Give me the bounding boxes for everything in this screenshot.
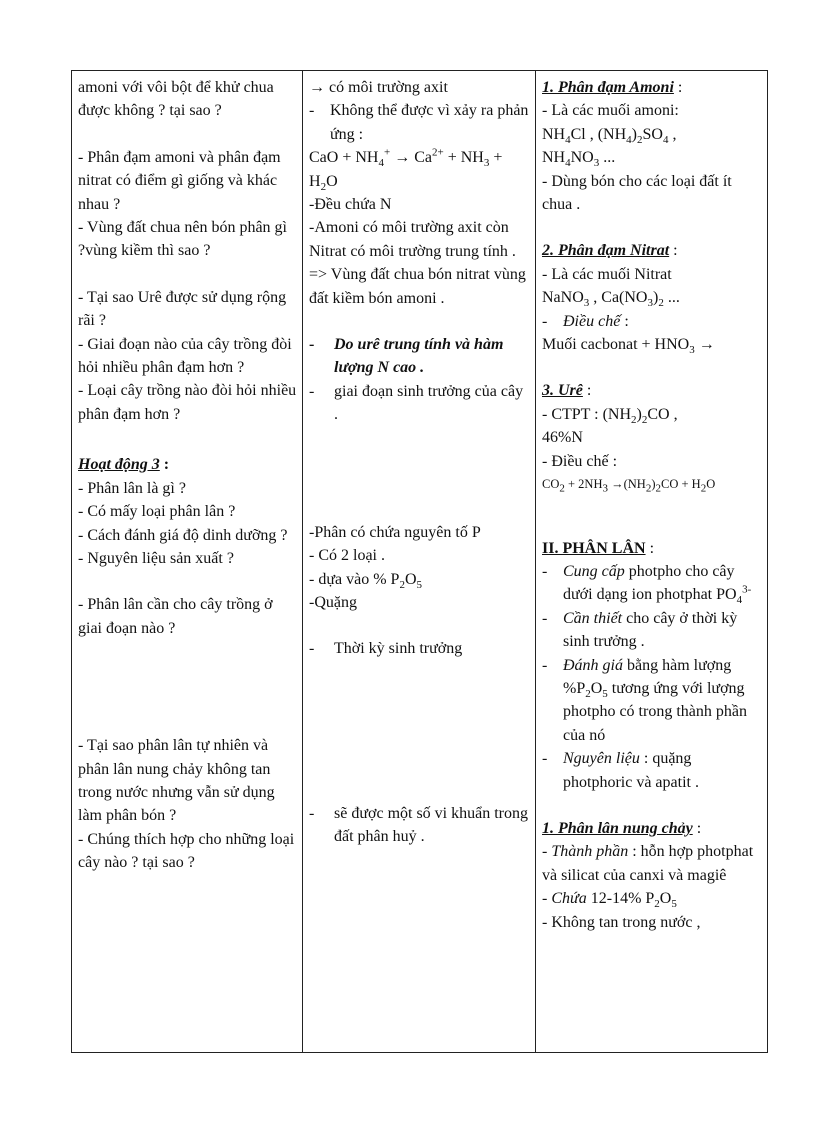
answer-text: - dựa vào % $P_2O_5$ (309, 570, 422, 591)
question-text: - Chúng thích hợp cho những loại cây nào ? tại sao ? (78, 830, 295, 872)
question-text: - Phân lân cần cho cây trồng ở giai đoạn nào ? (78, 596, 273, 637)
content-text: - Là các muối Nitrat (542, 265, 672, 283)
formula: $NH_4NO_3$ ... (542, 149, 616, 170)
content-text: - Điều chế : (542, 452, 618, 470)
activity-title: Hoạt động 3 (78, 456, 160, 474)
section-heading: 3. Urê : (542, 382, 592, 400)
question-text: - Cách đánh giá độ dinh dưỡng ? (78, 526, 288, 544)
answer-text: -Amoni có môi trường axit còn Nitrat có môi trường trung tính . (309, 219, 516, 260)
lesson-table (71, 70, 768, 1053)
content-text: 46%N (542, 429, 583, 447)
equation: $CO_2 + 2NH_3 \to(NH_2)_2CO + H_2O$ (542, 477, 716, 495)
content-text: - Chứa 12-14% $P_2O_5$ (542, 890, 677, 911)
question-text: - Giai đoạn nào của cây trồng đòi hỏi nhiều phân đạm hơn ? (78, 335, 292, 377)
question-text: - Nguyên liệu sản xuất ? (78, 549, 234, 567)
answer-text: => Vùng đất chua bón nitrat vùng đất kiềm bón amoni . (309, 266, 526, 307)
answer-text: - Do urê trung tính và hàm lượng N cao . (309, 336, 504, 377)
answer-text: - sẽ được một số vi khuẩn trong đất phân huỷ . (309, 804, 528, 846)
question-text: - Tại sao phân lân tự nhiên và phân lân nung chảy không tan trong nước nhưng vẫn sử dụng làm phân bón ? (78, 737, 275, 825)
table-row (72, 71, 768, 1053)
question-text: - Phân lân là gì ? (78, 479, 186, 497)
answer-text: - giai đoạn sinh trưởng của cây . (309, 382, 524, 424)
content-text: - Không tan trong nước , (542, 913, 701, 931)
answer-text: → có môi trường axit (309, 79, 448, 96)
content-text: - Nguyên liệu : quặng photphoric và apatit . (542, 750, 699, 791)
activity-colon: : (159, 456, 170, 474)
question-text: - Có mấy loại phân lân ? (78, 503, 236, 521)
question-text: amoni với vôi bột để khử chua được không ? tại sao ? (78, 79, 274, 120)
questions-column (72, 71, 303, 1053)
content-text: - Thành phần : hỗn hợp photphat và silicat của canxi và magiê (542, 843, 754, 884)
section-heading: II. PHÂN LÂN : (542, 539, 655, 557)
answer-text: -Quặng (309, 593, 357, 611)
question-text: - Loại cây trồng nào đòi hỏi nhiều phân đạm hơn ? (78, 382, 297, 423)
question-text: - Vùng đất chua nên bón phân gì ?vùng kiềm thì sao ? (78, 219, 287, 260)
section-heading: 1. Phân đạm Amoni : (542, 79, 683, 96)
question-text: - Phân đạm amoni và phân đạm nitrat có điểm gì giống và khác nhau ? (78, 148, 281, 213)
answer-text: - Có 2 loại . (309, 547, 385, 565)
content-text: - Dùng bón cho các loại đất ít chua . (542, 172, 732, 214)
section-heading: 1. Phân lân nung chảy : (542, 819, 702, 837)
section-heading: 2. Phân đạm Nitrat : (542, 242, 678, 260)
equation: CaO + $NH_4^+ \to Ca^{2+} + NH_3 + H_2O$ (309, 146, 503, 193)
answer-text: - Thời kỳ sinh trưởng (309, 640, 463, 658)
content-text: - Cung cấp photpho cho cây dưới dạng ion photphat $PO_4^{3-}$ (542, 562, 752, 607)
content-column (536, 71, 768, 1053)
content-text: - Cần thiết cho cây ở thời kỳ sinh trưởng . (542, 609, 738, 651)
formula: Muối cacbonat + $HNO_3$ → (542, 336, 715, 357)
answers-column (303, 71, 536, 1053)
question-text: - Tại sao Urê được sử dụng rộng rãi ? (78, 288, 287, 330)
answer-text: -Đều chứa N (309, 196, 392, 214)
formula: - CTPT : $(NH_2)_2CO$ , (542, 405, 678, 427)
content-text: - Đánh giá bằng hàm lượng $\%P_2O_5$ tương ứng với lượng photpho có trong thành phần của nó (542, 656, 747, 744)
content-text: - Là các muối amoni: (542, 102, 679, 120)
formula: NaNO$_3$ , $Ca(NO_3)_2$ ... (542, 289, 680, 310)
content-text: - Điều chế : (542, 312, 629, 330)
activity-heading (78, 453, 297, 476)
formula: $NH_4Cl$ , $(NH_4)_2SO_4$ , (542, 125, 677, 146)
answer-text: - Không thể được vì xảy ra phản ứng : (309, 102, 529, 143)
answer-text: -Phân có chứa nguyên tố P (309, 523, 481, 541)
